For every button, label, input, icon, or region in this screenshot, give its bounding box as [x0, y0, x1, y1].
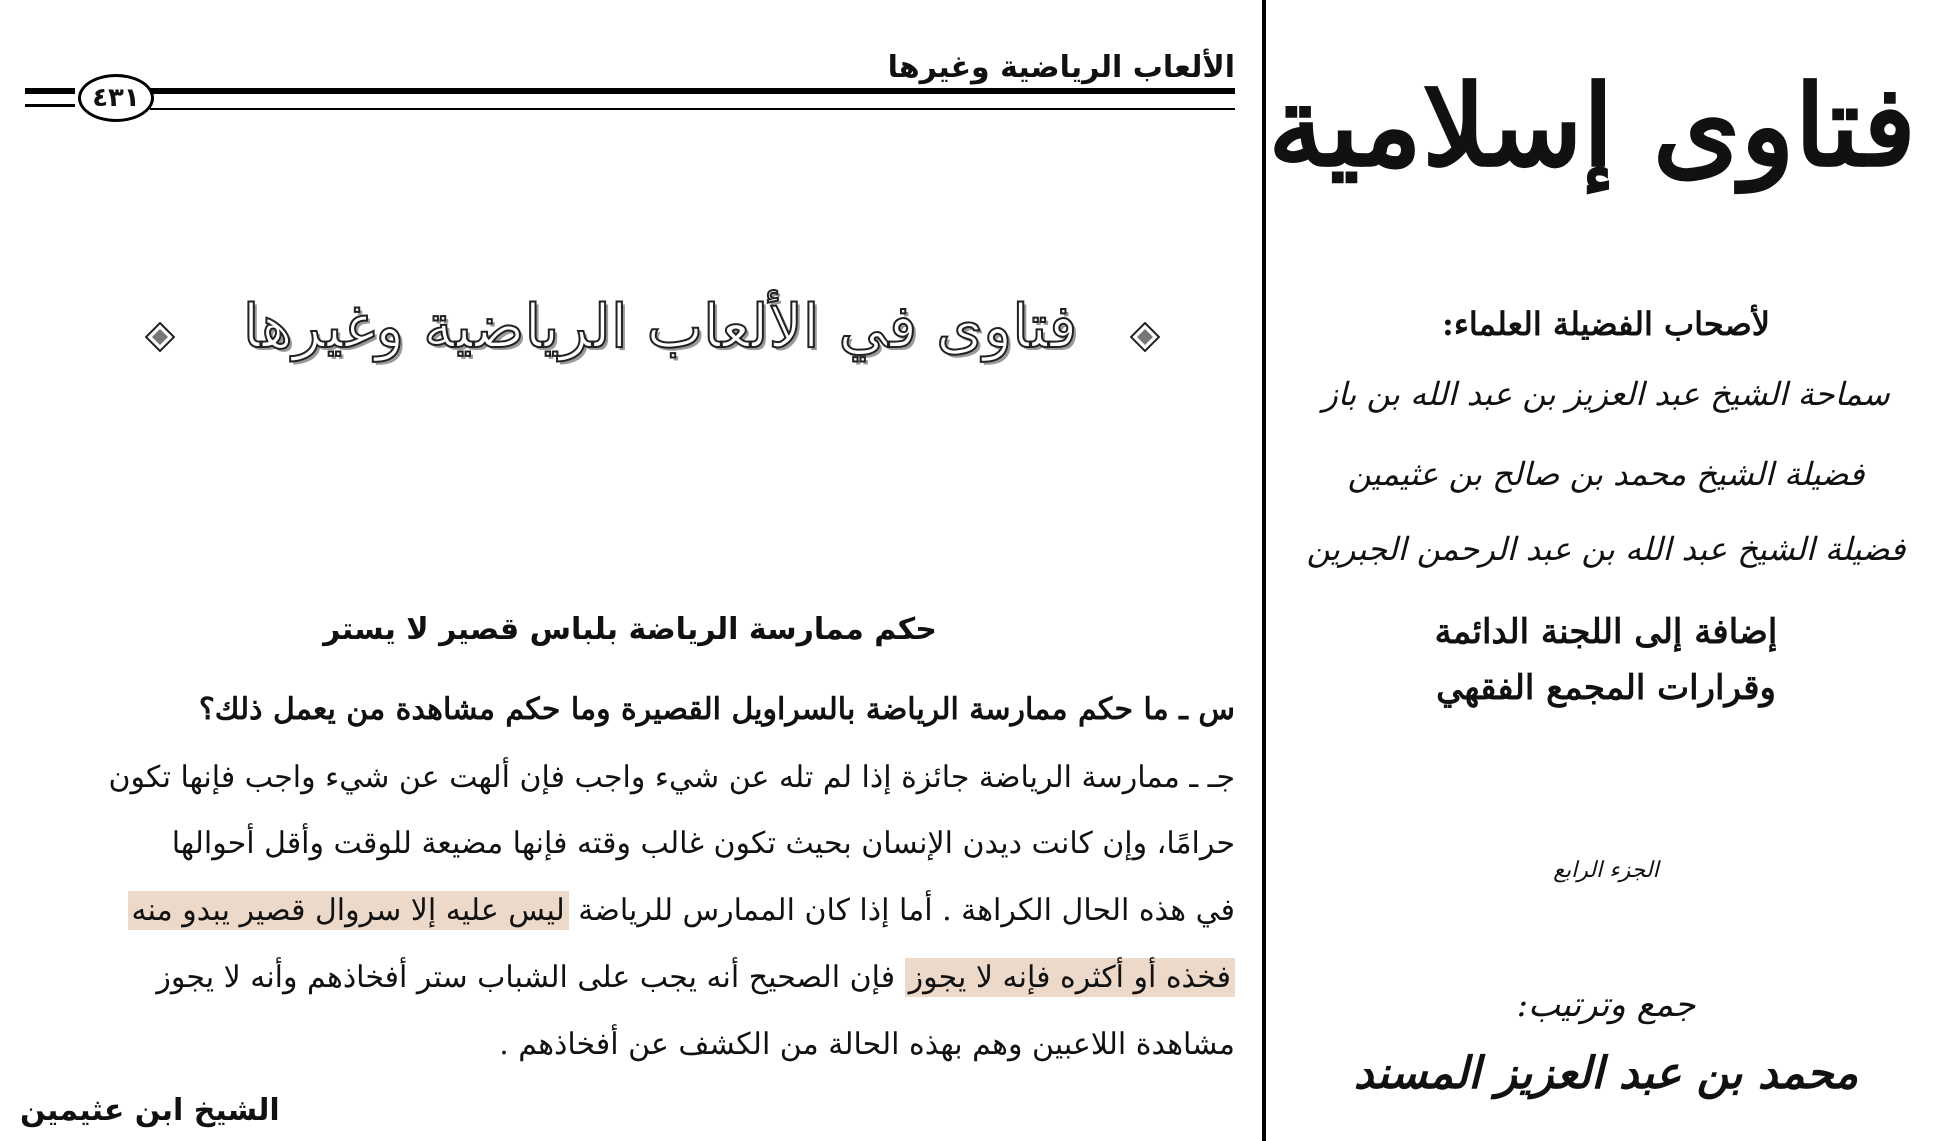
volume-label: الجزء الرابع	[1553, 858, 1659, 883]
chapter-title: فتاوى في الألعاب الرياضية وغيرها	[242, 292, 1078, 362]
header-rule-left-thin	[25, 104, 75, 107]
answer-highlight-2: فخذه أو أكثره فإنه لا يجوز	[905, 958, 1235, 997]
ornament-left-icon	[145, 322, 175, 352]
question-heading: حكم ممارسة الرياضة بلباس قصير لا يستر	[323, 612, 937, 647]
answer-line-4	[20, 960, 1235, 995]
header-rule-thin	[150, 108, 1235, 110]
signature: الشيخ ابن عثيمين	[20, 1093, 280, 1128]
scholar-2: فضيلة الشيخ محمد بن صالح بن عثيمين	[1347, 455, 1865, 493]
addition-fiqh-council: وقرارات المجمع الفقهي	[1436, 668, 1776, 708]
answer-line-3	[20, 893, 1235, 928]
answer-line-5: مشاهدة اللاعبين وهم بهذه الحالة من الكشف عن أفخاذهم .	[499, 1027, 1235, 1062]
authors-intro: لأصحاب الفضيلة العلماء:	[1442, 305, 1770, 343]
scholar-1: سماحة الشيخ عبد العزيز بن عبد الله بن باز	[1322, 375, 1890, 413]
page-number: ٤٣١	[78, 74, 154, 122]
question-text: س ـ ما حكم ممارسة الرياضة بالسراويل القصيرة وما حكم مشاهدة من يعمل ذلك؟	[198, 692, 1235, 727]
header-rule-left-thick	[25, 88, 75, 94]
answer-line-3-plain: في هذه الحال الكراهة . أما إذا كان الممارس للرياضة	[578, 893, 1235, 928]
header-rule-thick	[150, 88, 1235, 94]
addition-committee: إضافة إلى اللجنة الدائمة	[1434, 612, 1778, 652]
answer-highlight-1: ليس عليه إلا سروال قصير يبدو منه	[128, 891, 569, 930]
answer-line-4-plain: فإن الصحيح أنه يجب على الشباب ستر أفخاذهم وأنه لا يجوز	[156, 960, 896, 995]
scholar-3: فضيلة الشيخ عبد الله بن عبد الرحمن الجبرين	[1306, 530, 1906, 568]
running-header: الألعاب الرياضية وغيرها	[887, 50, 1235, 85]
cover-title: فتاوى إسلامية	[1268, 61, 1916, 192]
answer-line-1: جـ ـ ممارسة الرياضة جائزة إذا لم تله عن شيء واجب فإن ألهت عن شيء واجب فإنها تكون	[108, 760, 1235, 795]
answer-line-2: حرامًا، وإن كانت ديدن الإنسان بحيث تكون غالب وقته فإنها مضيعة للوقت وأقل أحوالها	[171, 826, 1235, 861]
compiler-name: محمد بن عبد العزيز المسند	[1353, 1048, 1859, 1099]
compiled-by-label: جمع وترتيب:	[1516, 985, 1696, 1025]
book-cover	[1266, 0, 1942, 1141]
